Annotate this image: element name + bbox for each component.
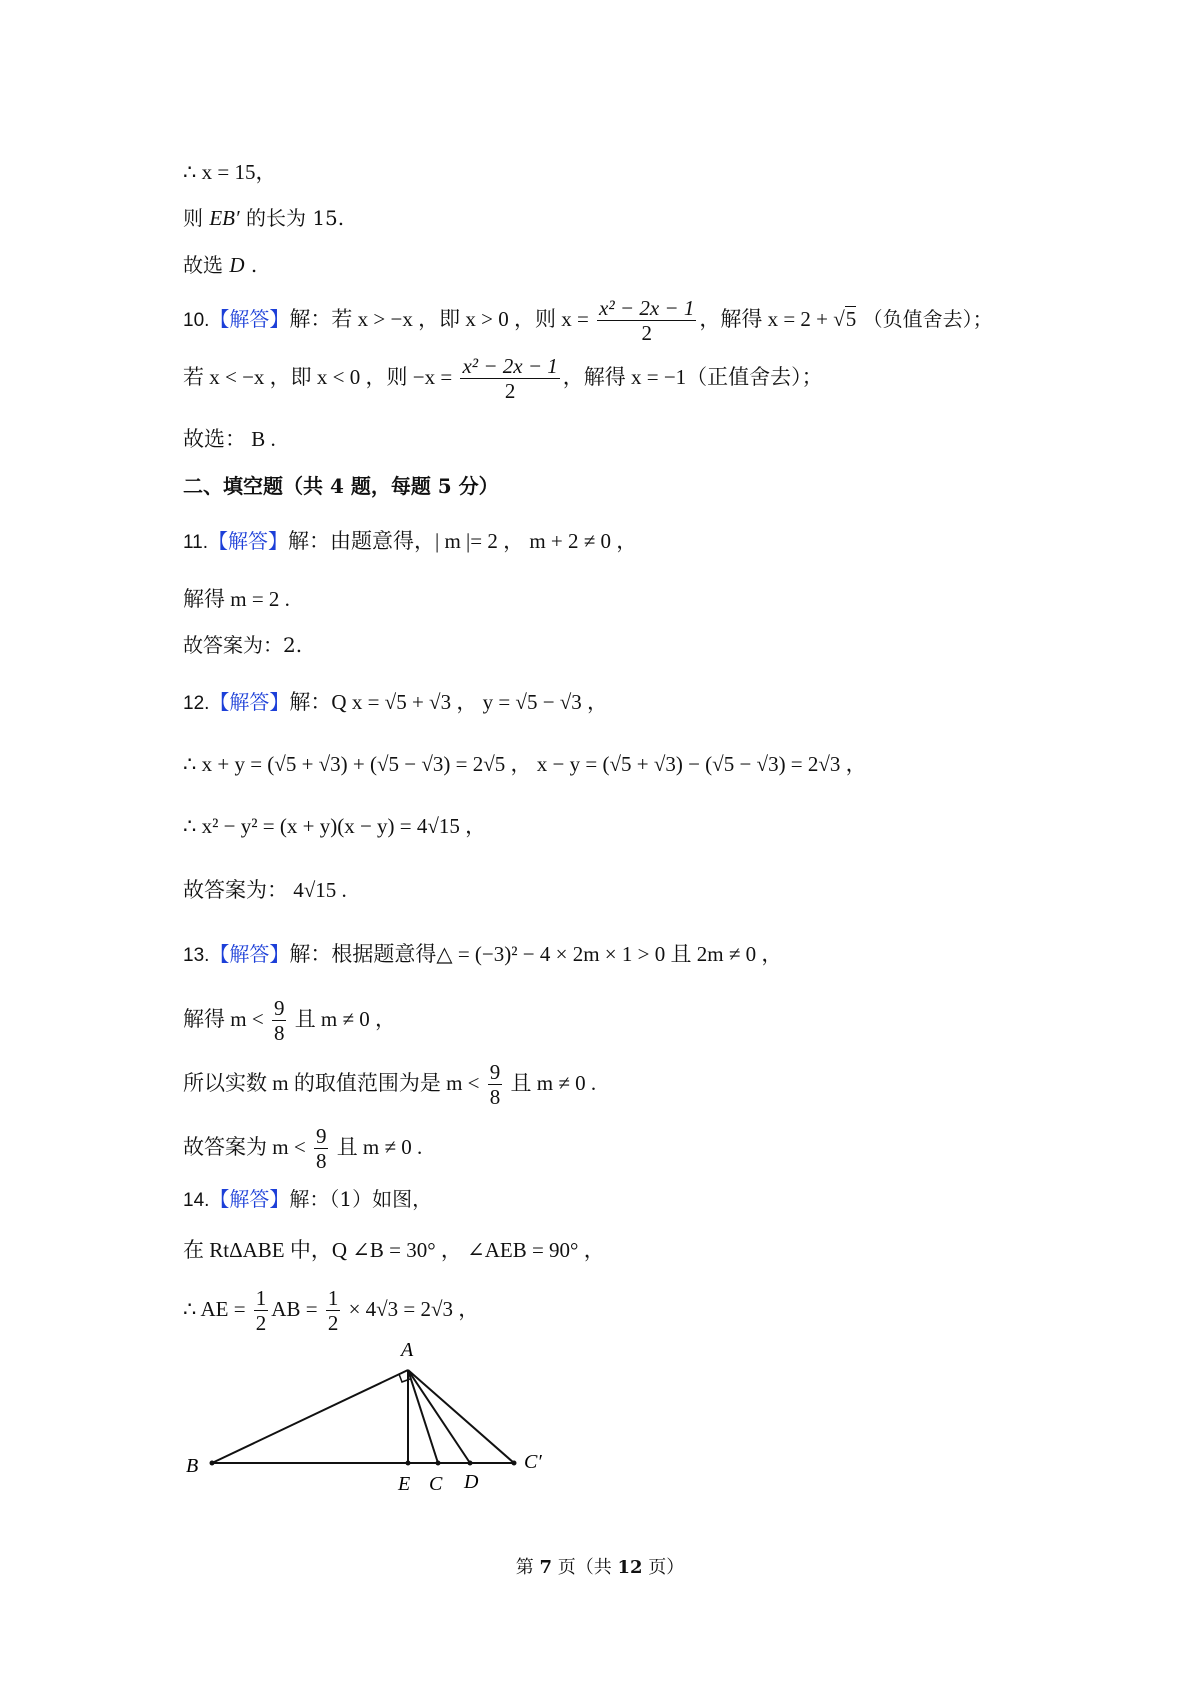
q14-line2: 在 RtΔABE 中，Q ∠B = 30° ， ∠AEB = 90° ， [183,1238,605,1262]
label-b: B [186,1455,199,1477]
text: 若 x < −x ，即 x < 0 ，则 −x = [183,365,458,389]
label-c-prime: C′ [524,1451,542,1473]
denominator: 2 [641,321,652,345]
numerator: 9 [489,1060,501,1084]
question-number: 11. [183,532,209,553]
q10-line3: 故选： B . [183,427,276,451]
segment-ab [212,1370,408,1463]
text: 解：Q x = √5 + √3 ， y = √5 − √3 ， [289,690,609,714]
section-heading: 二、填空题（共 4 题，每题 5 分） [183,474,499,498]
text: 解：若 x > −x ，即 x > 0 ，则 x = [289,307,595,331]
question-number: 12. [183,693,210,714]
q12-line1 [183,688,608,718]
q13-line3 [183,1060,596,1109]
q10-line2 [183,354,823,403]
text: （负值舍去）； [856,307,993,331]
q13-line1 [183,940,782,970]
page-number: 7 [539,1557,552,1578]
answer-tag: 【解答】 [209,1187,290,1211]
fraction [597,296,696,345]
denominator: 8 [315,1149,327,1173]
sqrt-radicand: 5 [845,307,857,331]
numerator: 9 [315,1124,327,1148]
text: 所以实数 m 的取值范围为是 m < [183,1071,485,1095]
line-x-equals-15: ∴ x = 15， [183,160,277,184]
q11-line3: 故答案为：2. [183,633,303,657]
label-d: D [464,1471,479,1493]
text: 且 m ≠ 0 . [331,1135,423,1159]
text: 故选 [183,253,230,277]
q11-line2: 解得 m = 2 . [183,587,290,611]
label-e: E [398,1473,411,1495]
question-number: 14. [183,1190,210,1211]
numerator: x² − 2x − 1 [462,354,558,378]
denominator: 2 [255,1311,267,1335]
fraction [488,1060,503,1109]
var-d: D [229,253,245,277]
q10-line1: 10.【解答】解：若 x > −x ，即 x > 0 ，则 x = $\frac{\text{x² − 2x − 1}}{2}$ ，解得 x = 2 + √5 （负值舍去）； [183,296,993,345]
denominator: 2 [504,379,516,403]
q12-line2: ∴ x + y = (√5 + √3) + (√5 − √3) = 2√5 ， x − y = (√5 + √3) − (√5 − √3) = 2√3 ， [183,752,867,776]
denominator: 2 [327,1311,339,1335]
q12-line4: 故答案为： 4√15 . [183,878,347,902]
fraction [460,354,559,403]
text: 页（共 [552,1557,618,1578]
fraction [314,1124,329,1173]
text: 故答案为 m < [183,1135,311,1159]
q14-line3 [183,1286,479,1335]
numerator: x² − 2x − 1 [599,296,695,320]
answer-tag: 【解答】 [209,690,290,714]
numerator: 9 [273,996,285,1020]
fraction [272,996,287,1045]
text: 解：（1）如图， [289,1187,433,1211]
question-number: 13. [183,945,210,966]
text: AB = [271,1297,323,1321]
text: ，解得 x = −1（正值舍去）； [562,365,823,389]
text: 且 m ≠ 0 ， [289,1007,397,1031]
text: 页） [642,1557,685,1578]
fraction [254,1286,269,1335]
q11-line1 [183,527,637,557]
denominator: 8 [273,1021,285,1045]
text: 解：根据题意得△ = (−3)² − 4 × 2m × 1 > 0 且 2m ≠ 0 ， [289,942,783,966]
var-eb: EB′ [209,206,240,230]
total-pages: 12 [617,1557,643,1578]
label-c: C [429,1473,443,1495]
label-a: A [401,1339,414,1361]
text: 的长为 15. [239,206,345,230]
numerator: 1 [327,1286,339,1310]
text: ，解得 x = 2 + [699,307,834,331]
q12-line3: ∴ x² − y² = (x + y)(x − y) = 4√15 ， [183,814,487,838]
line-choose-d [183,251,257,279]
text: × 4√3 = 2√3 ， [343,1297,480,1321]
fraction [326,1286,341,1335]
answer-tag: 【解答】 [209,942,290,966]
page-footer [0,1553,1200,1579]
line-eb-length [183,204,344,232]
q13-line4 [183,1124,422,1173]
question-number: 10. [183,310,210,331]
triangle-figure [180,1330,560,1530]
text: . [244,253,258,277]
answer-tag: 【解答】 [208,529,289,553]
text: 解得 m < [183,1007,269,1031]
text: 第 [515,1557,540,1578]
text: 且 m ≠ 0 . [505,1071,597,1095]
text: 解：由题意得，| m |= 2 ， m + 2 ≠ 0 ， [288,529,638,553]
q13-line2 [183,996,396,1045]
answer-tag: 【解答】 [209,307,290,331]
q14-line1 [183,1185,432,1215]
denominator: 8 [489,1085,501,1109]
text: ∴ AE = [183,1297,251,1321]
numerator: 1 [255,1286,267,1310]
text: 则 [183,206,210,230]
